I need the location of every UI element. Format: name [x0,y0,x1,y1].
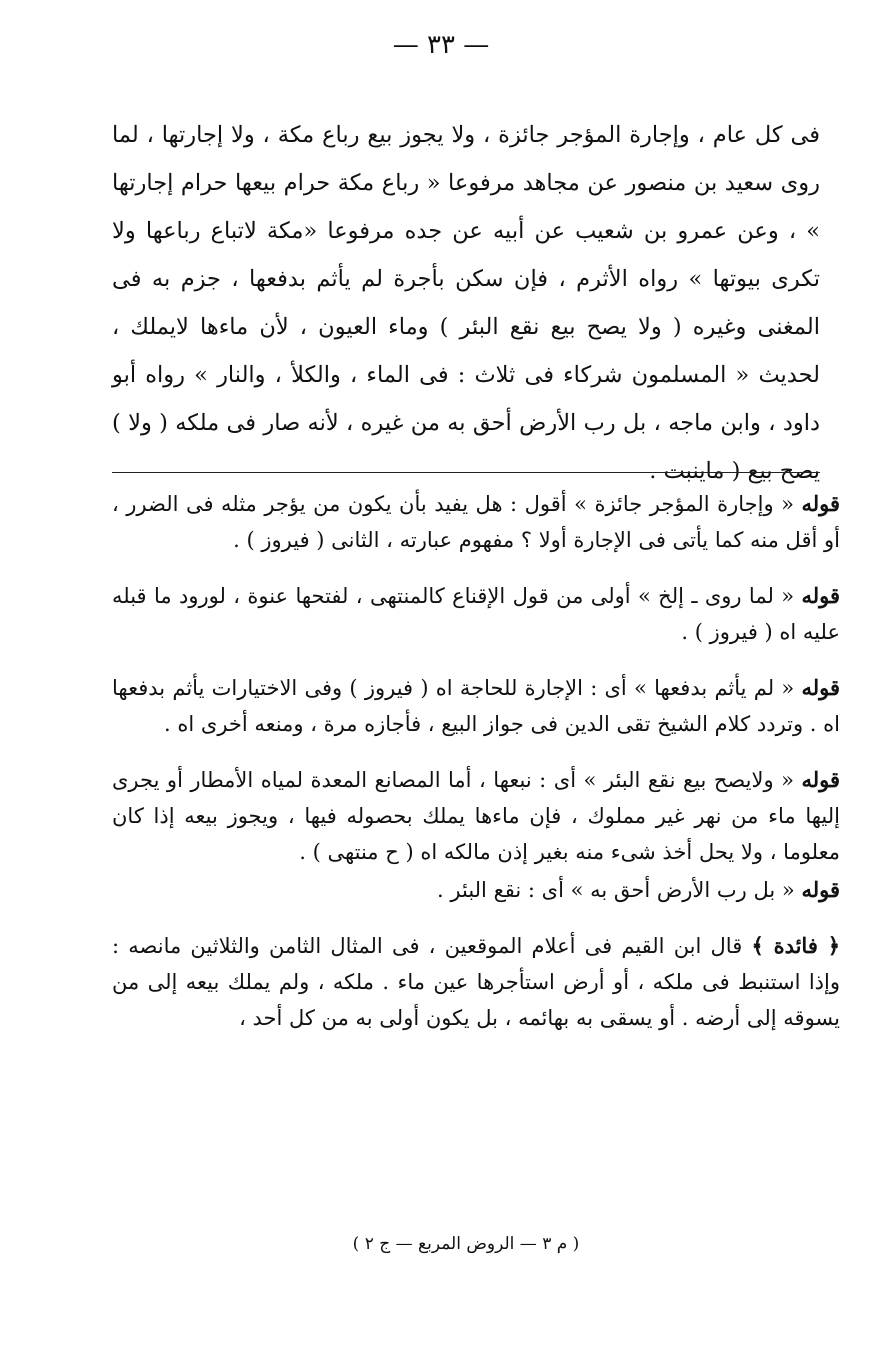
note-lead: قوله [801,767,840,792]
benefit-text: قال ابن القيم فى أعلام الموقعين ، فى المثال الثامن والثلاثين مانصه : وإذا استنبط فى ملكه ، أو أرض استأجرها عين ماء . ملكه ، ولم يملك بيعه إلى من يسوقه إلى أرضه . أو يسقى به بهائمه ، بل يكون أولى به من كل أحد ، [112,934,840,1030]
note-text: « لم يأثم بدفعها » أى : الإجارة للحاجة اه ( فيروز ) وفى الاختيارات يأثم بدفعها اه . وتردد كلام الشيخ تقى الدين فى جواز البيع ، فأجازه مرة ، ومنعه أخرى اه . [112,676,840,736]
note-text: « بل رب الأرض أحق به » أى : نقع البئر . [437,878,802,902]
benefit-paragraph [112,928,840,1036]
note-paragraph [112,762,840,870]
commentary-section [112,486,840,1036]
main-text: فى كل عام ، وإجارة المؤجر جائزة ، ولا يجوز بيع رباع مكة ، ولا إجارتها ، لما روى سعيد بن منصور عن مجاهد مرفوعا « رباع مكة حرام بيعها حرام إجارتها » ، وعن عمرو بن شعيب عن أبيه عن جده مرفوعا «مكة لاتباع رباعها ولا تكرى بيوتها » رواه الأثرم ، فإن سكن بأجرة لم يأثم بدفعها ، جزم به فى المغنى وغيره ( ولا يصح بيع نقع البئر ) وماء العيون ، لأن ماءها لايملك ، لحديث « المسلمون شركاء فى ثلاث : فى الماء ، والكلأ ، والنار » رواه أبو داود ، وابن ماجه ، بل رب الأرض أحق به من غيره ، لأنه صار فى ملكه ( ولا ) يصح بيع ( ماينبت . [112,121,820,484]
note-lead: قوله [801,675,840,700]
note-lead: قوله [801,877,840,902]
benefit-lead: ﴿ فائدة ﴾ [751,933,840,958]
note-text: « وإجارة المؤجر جائزة » أقول : هل يفيد بأن يكون من يؤجر مثله فى الضرر ، أو أقل منه كما يأتى فى الإجارة أولا ؟ مفهوم عبارته ، الثانى ( فيروز ) . [112,492,840,552]
note-paragraph [112,670,840,742]
separator-rule [112,472,820,473]
note-lead: قوله [801,583,840,608]
note-lead: قوله [801,491,840,516]
note-text: « ولايصح بيع نقع البئر » أى : نبعها ، أما المصانع المعدة لمياه الأمطار أو يجرى إليها ماء من نهر غير مملوك ، فإن ماءها يملك بحصوله فيها ، ويجوز بيعه إذا كان معلوما ، ولا يحل أخذ شىء منه بغير إذن مالكه اه ( ح منتهى ) . [112,768,840,864]
note-text: « لما روى ـ إلخ » أولى من قول الإقناع كالمنتهى ، لفتحها عنوة ، لورود ما قبله عليه اه ( فيروز ) . [112,584,840,644]
note-paragraph [112,872,840,908]
page-footer: ( م ٣ — الروض المربع — ج ٢ ) [352,1234,580,1254]
note-paragraph [112,578,840,650]
page-number: — ٣٣ — [392,30,490,60]
note-paragraph [112,486,840,558]
